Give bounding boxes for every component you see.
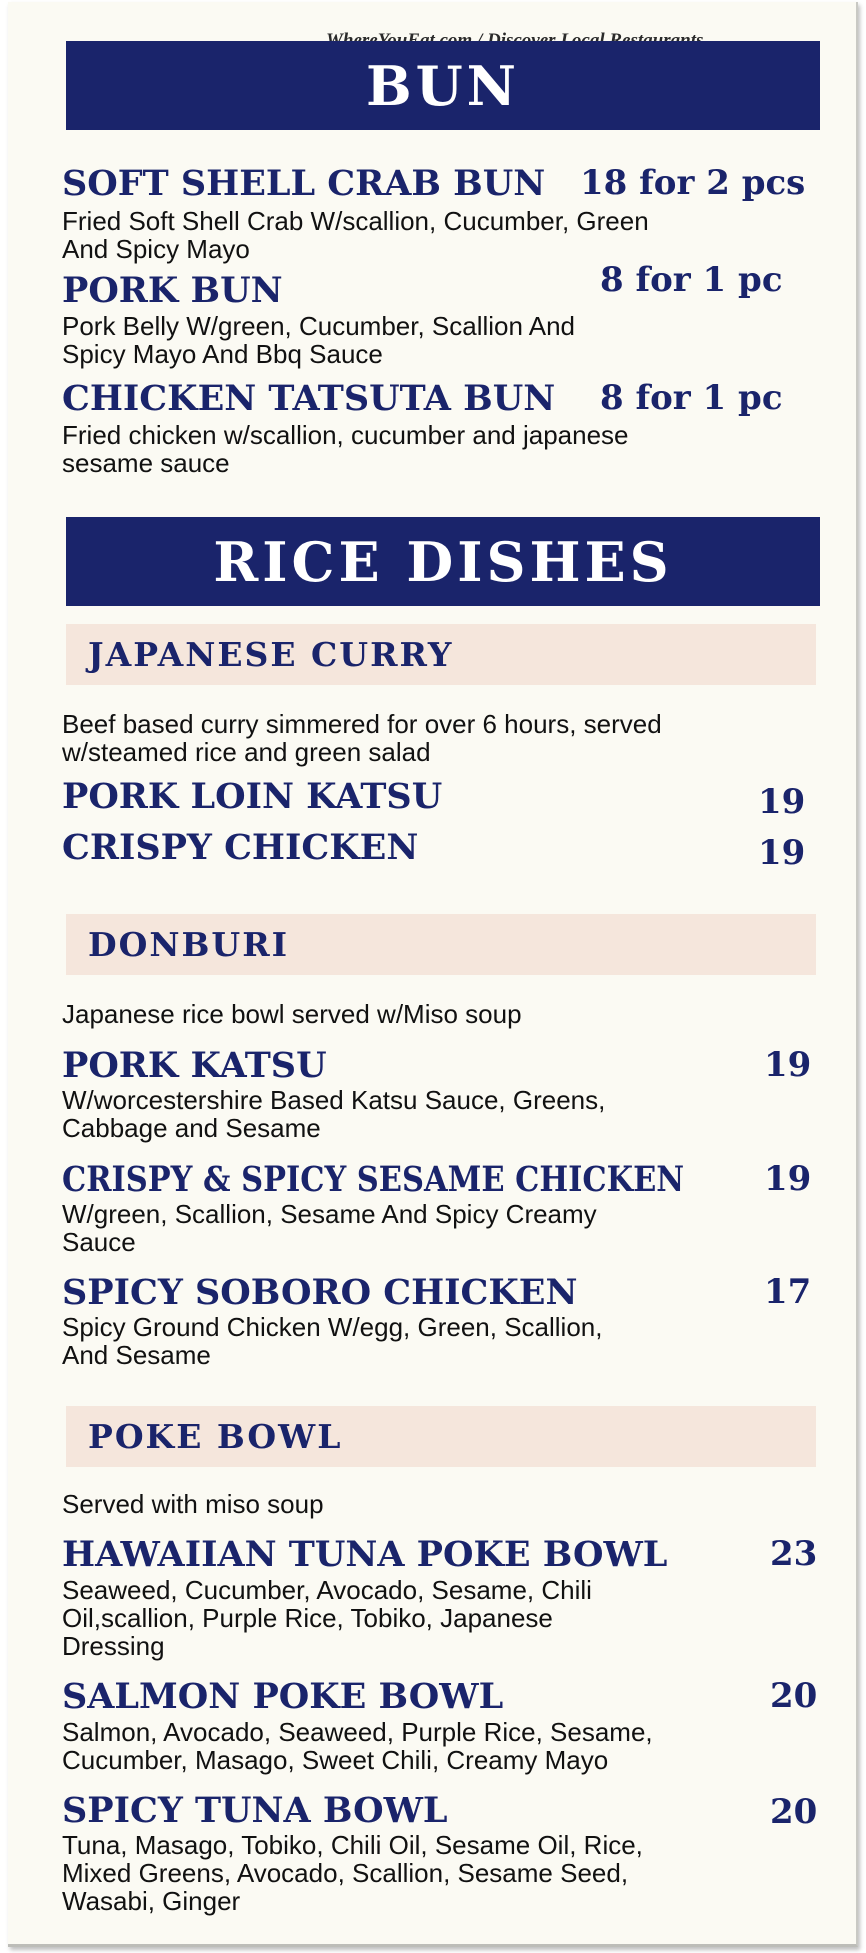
- item-price-pork-katsu: 19: [764, 1045, 812, 1085]
- item-desc-hawaiian-tuna-poke-bowl-line1: Seaweed, Cucumber, Avocado, Sesame, Chili: [62, 1575, 592, 1605]
- poke-note: Served with miso soup: [62, 1489, 324, 1519]
- item-desc-pork-katsu-line2: Cabbage and Sesame: [62, 1113, 321, 1143]
- item-desc-salmon-poke-bowl-line1: Salmon, Avocado, Seaweed, Purple Rice, Sesame,: [62, 1717, 653, 1747]
- item-desc-pork-bun-line1: Pork Belly W/green, Cucumber, Scallion And: [62, 311, 576, 341]
- item-price-spicy-tuna-bowl: 20: [770, 1792, 818, 1832]
- subsection-poke-bowl: POKE BOWL: [66, 1406, 816, 1467]
- item-name-salmon-poke-bowl: SALMON POKE BOWL: [62, 1676, 504, 1717]
- item-desc-spicy-soboro-chicken-line1: Spicy Ground Chicken W/egg, Green, Scallion,: [62, 1312, 603, 1342]
- menu-page: [8, 2, 858, 1947]
- item-price-pork-bun: 8 for 1 pc: [600, 260, 783, 300]
- item-price-crispy-chicken: 19: [758, 833, 806, 873]
- item-name-crispy-spicy-sesame-chicken: CRISPY & SPICY SESAME CHICKEN: [62, 1159, 685, 1200]
- item-desc-soft-shell-crab-bun-line1: Fried Soft Shell Crab W/scallion, Cucumber, Green: [62, 206, 649, 236]
- item-price-hawaiian-tuna-poke-bowl: 23: [770, 1534, 818, 1574]
- item-desc-pork-katsu-line1: W/worcestershire Based Katsu Sauce, Greens,: [62, 1085, 606, 1115]
- item-price-soft-shell-crab-bun: 18 for 2 pcs: [580, 163, 806, 203]
- item-desc-pork-bun-line2: Spicy Mayo And Bbq Sauce: [62, 339, 383, 369]
- item-desc-chicken-tatsuta-bun-line2: sesame sauce: [62, 448, 230, 478]
- section-banner-bun: BUN: [66, 41, 820, 130]
- section-banner-rice-dishes: RICE DISHES: [66, 517, 820, 606]
- item-name-pork-bun: PORK BUN: [62, 270, 283, 311]
- item-price-crispy-spicy-sesame-chicken: 19: [764, 1159, 812, 1199]
- curry-note-line1: Beef based curry simmered for over 6 hours, served: [62, 709, 662, 739]
- item-name-spicy-tuna-bowl: SPICY TUNA BOWL: [62, 1790, 448, 1831]
- item-price-pork-loin-katsu: 19: [758, 782, 806, 822]
- item-desc-spicy-tuna-bowl-line1: Tuna, Masago, Tobiko, Chili Oil, Sesame Oil, Rice,: [62, 1830, 643, 1860]
- item-name-chicken-tatsuta-bun: CHICKEN TATSUTA BUN: [62, 378, 556, 419]
- item-price-salmon-poke-bowl: 20: [770, 1676, 818, 1716]
- item-name-soft-shell-crab-bun: SOFT SHELL CRAB BUN: [62, 163, 546, 204]
- item-desc-chicken-tatsuta-bun-line1: Fried chicken w/scallion, cucumber and japanese: [62, 420, 629, 450]
- item-desc-soft-shell-crab-bun-line2: And Spicy Mayo: [62, 234, 250, 264]
- donburi-note: Japanese rice bowl served w/Miso soup: [62, 999, 522, 1029]
- item-desc-spicy-tuna-bowl-line2: Mixed Greens, Avocado, Scallion, Sesame Seed,: [62, 1858, 629, 1888]
- curry-note-line2: w/steamed rice and green salad: [62, 737, 431, 767]
- item-desc-crispy-spicy-sesame-chicken-line2: Sauce: [62, 1227, 136, 1257]
- item-desc-hawaiian-tuna-poke-bowl-line2: Oil,scallion, Purple Rice, Tobiko, Japanese: [62, 1603, 553, 1633]
- item-desc-hawaiian-tuna-poke-bowl-line3: Dressing: [62, 1631, 165, 1661]
- item-desc-spicy-tuna-bowl-line3: Wasabi, Ginger: [62, 1886, 241, 1916]
- item-desc-spicy-soboro-chicken-line2: And Sesame: [62, 1340, 211, 1370]
- item-name-spicy-soboro-chicken: SPICY SOBORO CHICKEN: [62, 1272, 578, 1313]
- item-price-chicken-tatsuta-bun: 8 for 1 pc: [600, 378, 783, 418]
- item-name-hawaiian-tuna-poke-bowl: HAWAIIAN TUNA POKE BOWL: [62, 1534, 668, 1575]
- item-name-pork-katsu: PORK KATSU: [62, 1045, 327, 1086]
- subsection-japanese-curry: JAPANESE CURRY: [66, 624, 816, 685]
- subsection-donburi: DONBURI: [66, 914, 816, 975]
- item-name-pork-loin-katsu: PORK LOIN KATSU: [62, 776, 443, 817]
- item-price-spicy-soboro-chicken: 17: [764, 1272, 812, 1312]
- item-desc-crispy-spicy-sesame-chicken-line1: W/green, Scallion, Sesame And Spicy Creamy: [62, 1199, 597, 1229]
- item-desc-salmon-poke-bowl-line2: Cucumber, Masago, Sweet Chili, Creamy Mayo: [62, 1745, 609, 1775]
- item-name-crispy-chicken: CRISPY CHICKEN: [62, 827, 419, 868]
